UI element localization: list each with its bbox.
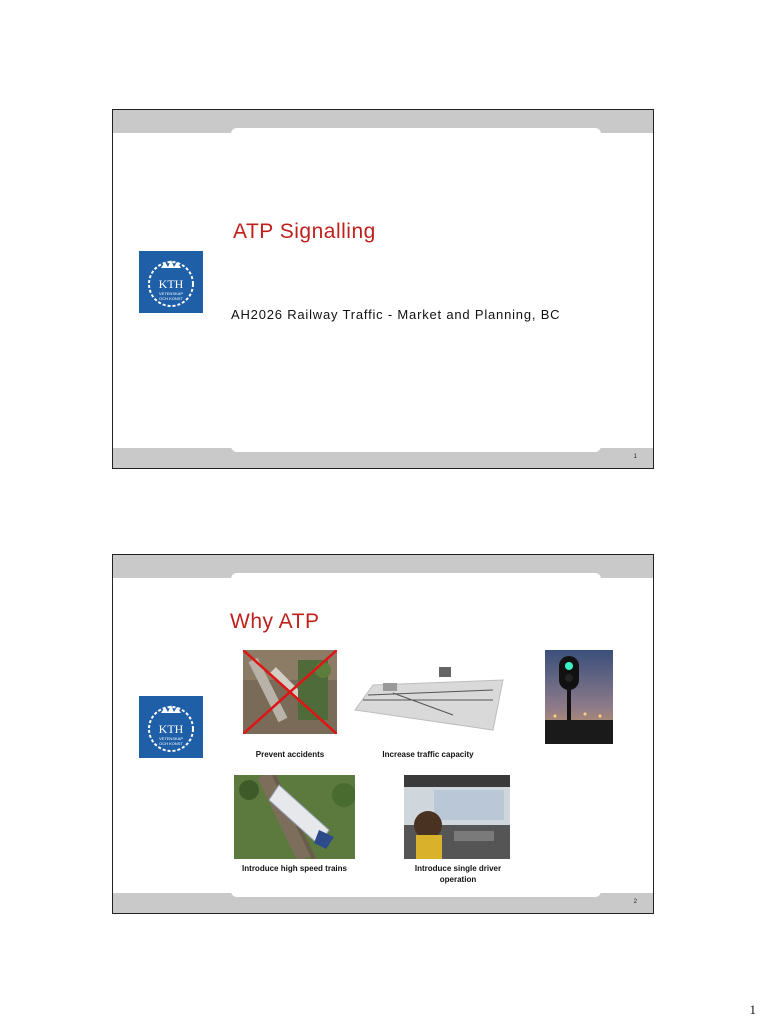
slide-1	[112, 109, 654, 469]
slide-title: Why ATP	[230, 610, 320, 633]
slide-number: 1	[633, 454, 637, 460]
caption-single-driver: Introduce single driver operation	[414, 864, 502, 884]
slide-2	[112, 554, 654, 914]
kth-logo	[139, 251, 203, 313]
slide-subtitle: AH2026 Railway Traffic - Market and Planning, BC	[231, 307, 561, 322]
accident-photo	[243, 650, 337, 734]
kth-logo-subtext: VETENSKAP	[158, 291, 184, 296]
high-speed-train-photo	[234, 775, 355, 859]
page-number: 1	[749, 1002, 756, 1017]
driver-cab-photo	[404, 775, 510, 859]
kth-logo-subtext: OCH KONST	[159, 741, 183, 746]
caption-high-speed: Introduce high speed trains	[242, 864, 347, 873]
kth-logo-text: KTH	[158, 722, 184, 736]
track-model-image	[353, 655, 509, 735]
caption-increase-capacity: Increase traffic capacity	[382, 750, 474, 759]
caption-prevent-accidents: Prevent accidents	[255, 750, 325, 759]
kth-logo-text: KTH	[158, 277, 184, 291]
signal-photo	[545, 650, 613, 744]
kth-logo-subtext: OCH KONST	[159, 296, 183, 301]
kth-logo-subtext: VETENSKAP	[158, 736, 184, 741]
kth-logo	[139, 696, 203, 758]
slide-title: ATP Signalling	[233, 220, 376, 243]
slide-number: 2	[633, 899, 637, 905]
